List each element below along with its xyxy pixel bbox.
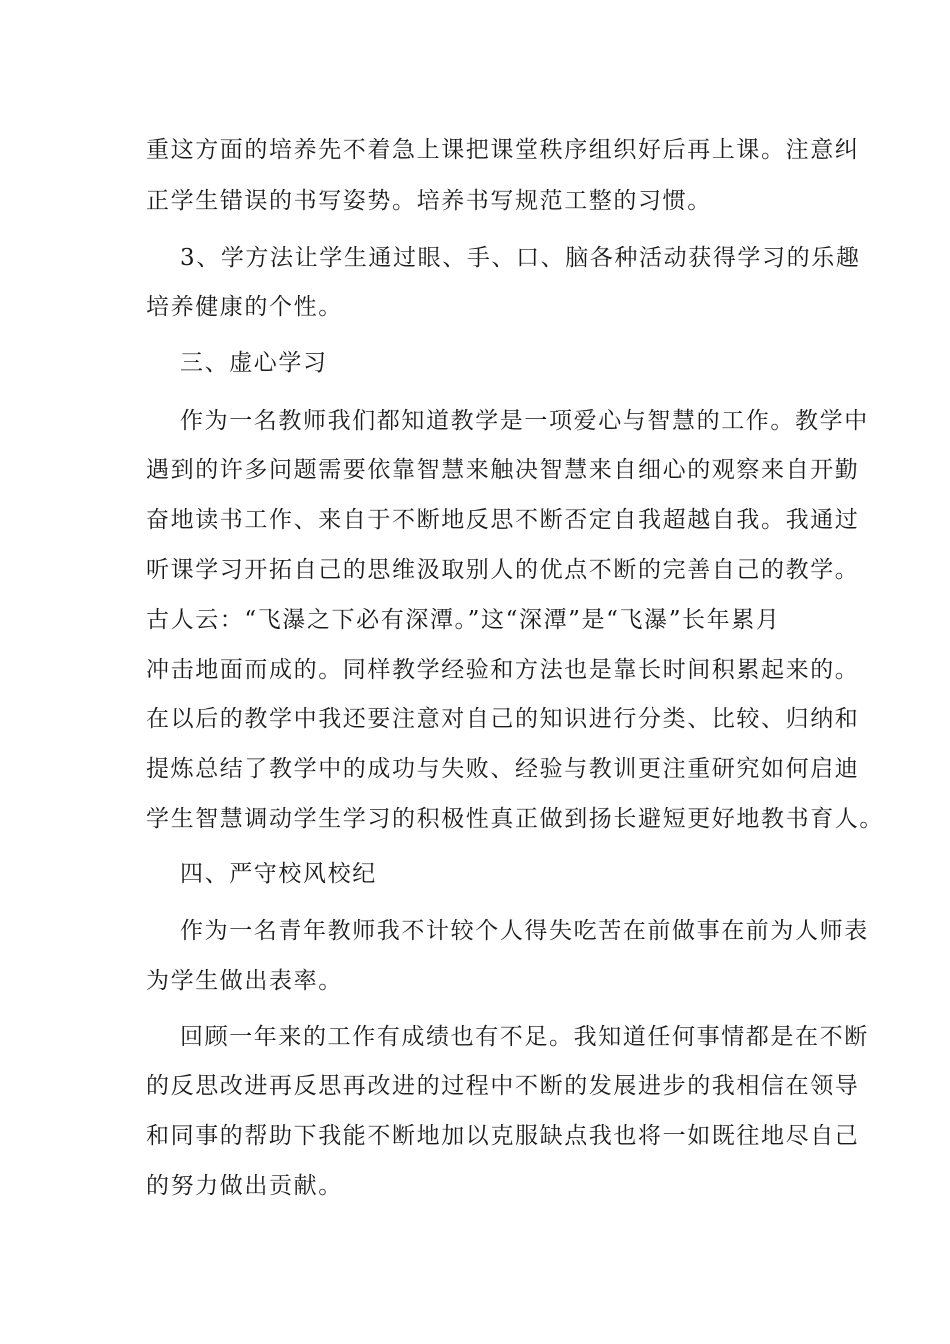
section-heading: 三、虚心学习: [180, 350, 328, 376]
paragraph-line: 奋地读书工作、来自于不断地反思不断否定自我超越自我。我通过: [146, 507, 860, 533]
paragraph-line: 古人云：“飞瀑之下必有深潭。”这“深潭”是“飞瀑”长年累月: [146, 607, 781, 633]
paragraph-line: 听课学习开拓自己的思维汲取别人的优点不断的完善自己的教学。: [146, 557, 860, 583]
paragraph-line: 为学生做出表率。: [146, 968, 343, 994]
paragraph-line: 遇到的许多问题需要依靠智慧来触决智慧来自细心的观察来自开勤: [146, 457, 860, 483]
section-heading: 四、严守校风校纪: [180, 861, 377, 887]
paragraph-line: 正学生错误的书写姿势。培养书写规范工整的习惯。: [146, 188, 712, 214]
paragraph-line: 的反思改进再反思再改进的过程中不断的发展进步的我相信在领导: [146, 1073, 860, 1099]
paragraph-line: 冲击地面而成的。同样教学经验和方法也是靠长时间积累起来的。: [146, 657, 860, 683]
paragraph-line: 学生智慧调动学生学习的积极性真正做到扬长避短更好地教书育人。: [146, 806, 884, 832]
paragraph-line: 和同事的帮助下我能不断地加以克服缺点我也将一如既往地尽自己: [146, 1123, 860, 1149]
paragraph-line: 作为一名青年教师我不计较个人得失吃苦在前做事在前为人师表: [180, 918, 869, 944]
paragraph-line: 培养健康的个性。: [146, 294, 343, 320]
paragraph-line: 提炼总结了教学中的成功与失败、经验与教训更注重研究如何启迪: [146, 756, 860, 782]
paragraph-line: 重这方面的培养先不着急上课把课堂秩序组织好后再上课。注意纠: [146, 137, 860, 163]
paragraph-line: 3、学方法让学生通过眼、手、口、脑各种活动获得学习的乐趣: [180, 245, 861, 271]
paragraph-line: 的努力做出贡献。: [146, 1173, 343, 1199]
paragraph-line: 作为一名教师我们都知道教学是一项爱心与智慧的工作。教学中: [180, 408, 869, 434]
paragraph-line: 在以后的教学中我还要注意对自己的知识进行分类、比较、归纳和: [146, 706, 860, 732]
paragraph-line: 回顾一年来的工作有成绩也有不足。我知道任何事情都是在不断: [180, 1024, 869, 1050]
